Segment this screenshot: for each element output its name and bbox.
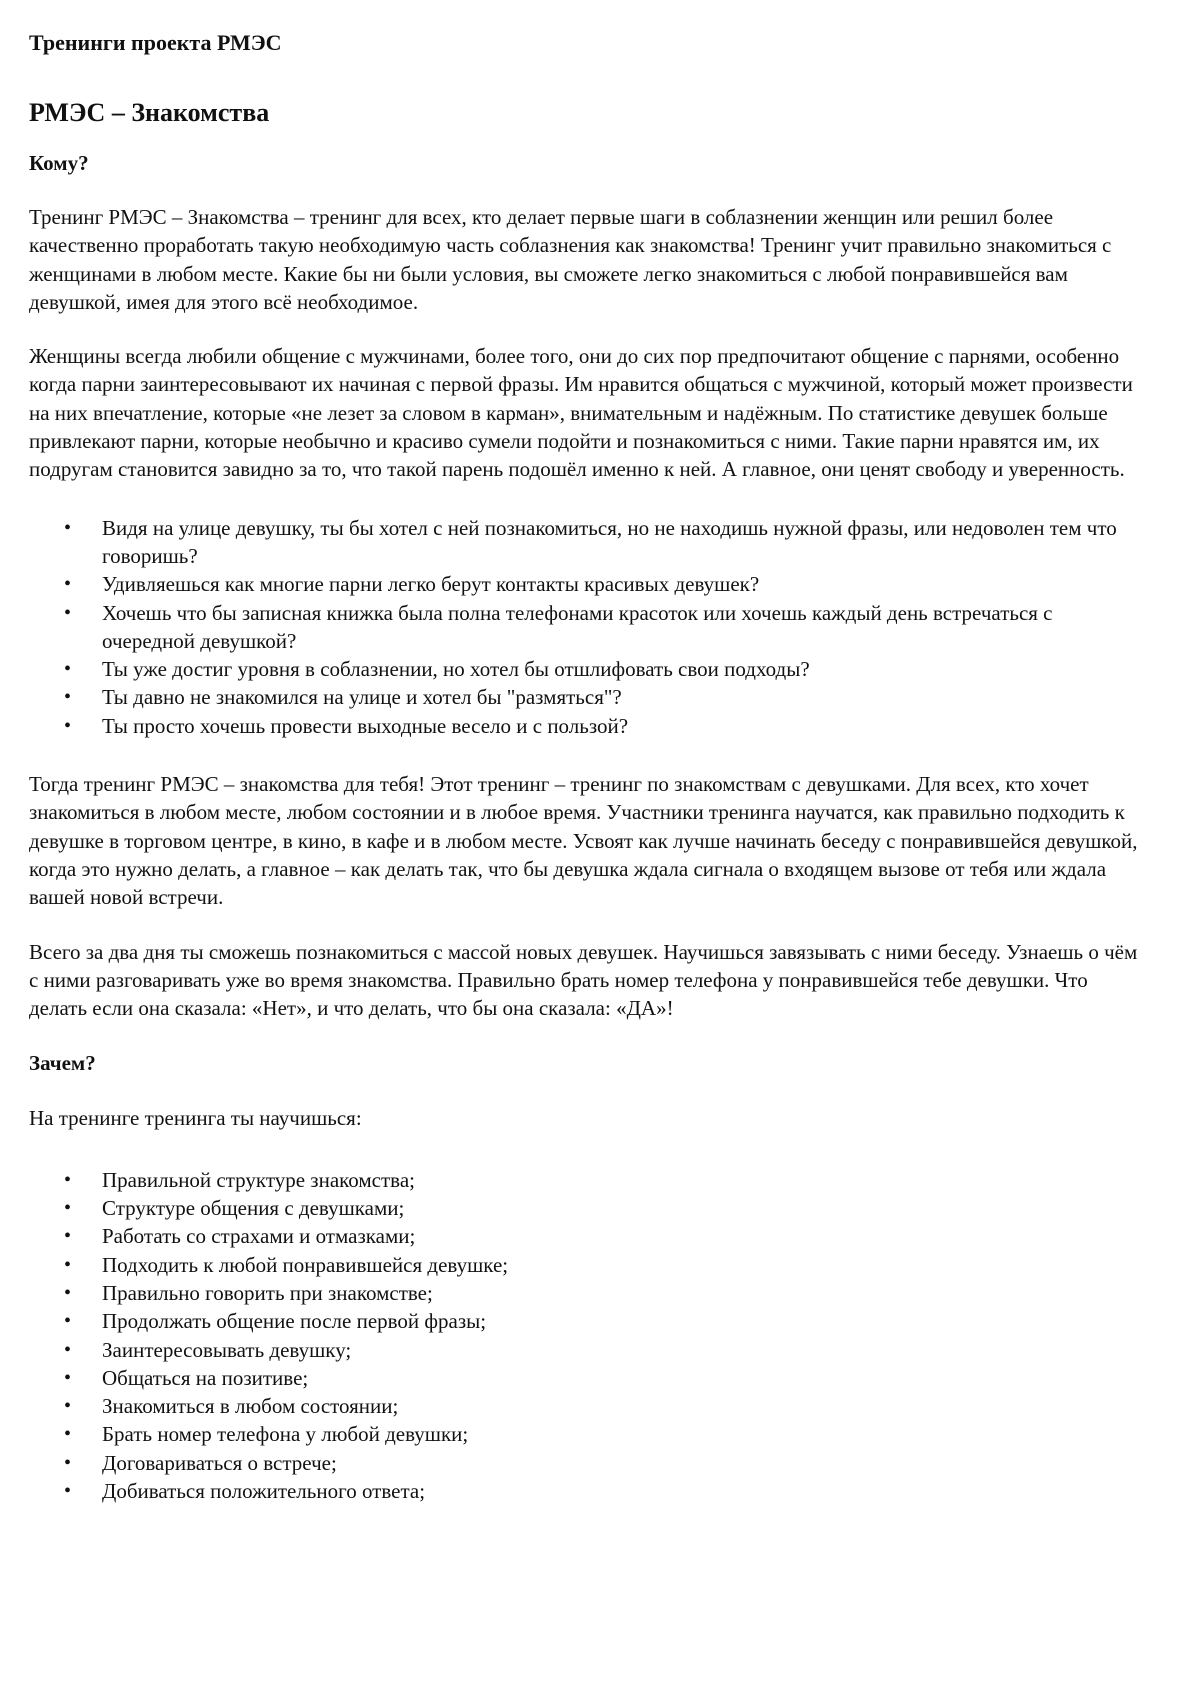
list-item: • Ты просто хочешь провести выходные весело и с пользой? (29, 712, 1139, 740)
list-item: • Продолжать общение после первой фразы; (29, 1307, 1139, 1335)
learn-intro: На тренинге тренинга ты научишься: (29, 1106, 362, 1131)
section-heading-who: Кому? (29, 151, 89, 175)
bullet-icon: • (64, 1281, 72, 1304)
offer-paragraph: Тогда тренинг РМЭС – знакомства для тебя! Этот тренинг – тренинг по знакомствам с девушками. Для всех, кто хочет знакомиться в любом месте, любом состоянии и в любое время. Участники тренинга научатся, как правильно подходить к девушке в торговом центре, в кино, в кафе и в любом месте. Усвоят как лучше начинать беседу с понравившейся девушкой, когда это нужно делать, а главное – как делать так, что бы девушка ждала сигнала о входящем вызове от тебя или ждала вашей новой встречи. (29, 772, 1138, 910)
list-item: • Знакомиться в любом состоянии; (29, 1392, 1139, 1420)
list-item: • Брать номер телефона у любой девушки; (29, 1420, 1139, 1448)
list-item: • Общаться на позитиве; (29, 1364, 1139, 1392)
bullet-icon: • (64, 714, 72, 737)
bullet-icon: • (64, 1197, 72, 1220)
bullet-icon: • (64, 1395, 72, 1418)
list-item: • Удивляешься как многие парни легко берут контакты красивых девушек? (29, 570, 1139, 598)
list-item: • Договариваться о встрече; (29, 1449, 1139, 1477)
list-item: • Видя на улице девушку, ты бы хотел с ней познакомиться, но не находишь нужной фразы, или недоволен тем что говоришь? (64, 515, 1117, 568)
bullet-icon: • (64, 1479, 72, 1502)
bullet-icon: • (64, 601, 72, 624)
intro-paragraph: Тренинг РМЭС – Знакомства – тренинг для всех, кто делает первые шаги в соблазнении женщин или решил более качественно проработать такую необходимую часть соблазнения как знакомства! Тренинг учит правильно знакомиться с женщинами в любом месте. Какие бы ни были условия, вы сможете легко знакомиться с любой понравившейся вам девушкой, имея для этого всё необходимое. (29, 205, 1112, 314)
document-page (29, 30, 1139, 1505)
bullet-icon: • (64, 1310, 72, 1333)
list-item: • Структуре общения с девушками; (29, 1194, 1139, 1222)
list-item: • Заинтересовывать девушку; (29, 1336, 1139, 1364)
document-title: Тренинги проекта РМЭС (29, 30, 282, 55)
bullet-icon: • (64, 1366, 72, 1389)
list-item: • Правильной структуре знакомства; (29, 1166, 1139, 1194)
bullet-icon: • (64, 1168, 72, 1191)
bullet-icon: • (64, 1423, 72, 1446)
bullet-icon: • (64, 686, 72, 709)
skills-list (29, 1166, 1139, 1506)
list-item: • Ты давно не знакомился на улице и хотел бы "размяться"? (29, 683, 1139, 711)
training-heading: РМЭС – Знакомства (29, 98, 270, 127)
bullet-icon: • (64, 1338, 72, 1361)
bullet-icon: • (64, 1451, 72, 1474)
list-item: • Правильно говорить при знакомстве; (29, 1279, 1139, 1307)
list-item: • Хочешь что бы записная книжка была полна телефонами красоток или хочешь каждый день встречаться с очередной девушкой? (64, 600, 1053, 653)
list-item: • Добиваться положительного ответа; (29, 1477, 1139, 1505)
bullet-icon: • (64, 658, 72, 681)
bullet-icon: • (64, 516, 72, 539)
list-item: • Подходить к любой понравившейся девушке; (29, 1251, 1139, 1279)
bullet-icon: • (64, 573, 72, 596)
list-item: • Работать со страхами и отмазками; (29, 1222, 1139, 1250)
bullet-icon: • (64, 1253, 72, 1276)
questions-list (29, 514, 1139, 740)
section-heading-why: Зачем? (29, 1051, 96, 1076)
two-days-paragraph: Всего за два дня ты сможешь познакомиться с массой новых девушек. Научишься завязывать с ними беседу. Узнаешь о чём с ними разговаривать уже во время знакомства. Правильно брать номер телефона у понравившейся тебе девушки. Что делать если она сказала: «Нет», и что делать, что бы она сказала: «ДА»! (29, 939, 1138, 1021)
bullet-icon: • (64, 1225, 72, 1248)
list-item: • Ты уже достиг уровня в соблазнении, но хотел бы отшлифовать свои подходы? (29, 655, 1139, 683)
women-paragraph: Женщины всегда любили общение с мужчинами, более того, они до сих пор предпочитают общение с парнями, особенно когда парни заинтересовывают их начиная с первой фразы. Им нравится общаться с мужчиной, который может произвести на них впечатление, которые «не лезет за словом в карман», внимательным и надёжным. По статистике девушек больше привлекают парни, которые необычно и красиво сумели подойти и познакомиться с ними. Такие парни нравятся им, их подругам становится завидно за то, что такой парень подошёл именно к ней. А главное, они ценят свободу и уверенность. (29, 344, 1133, 482)
